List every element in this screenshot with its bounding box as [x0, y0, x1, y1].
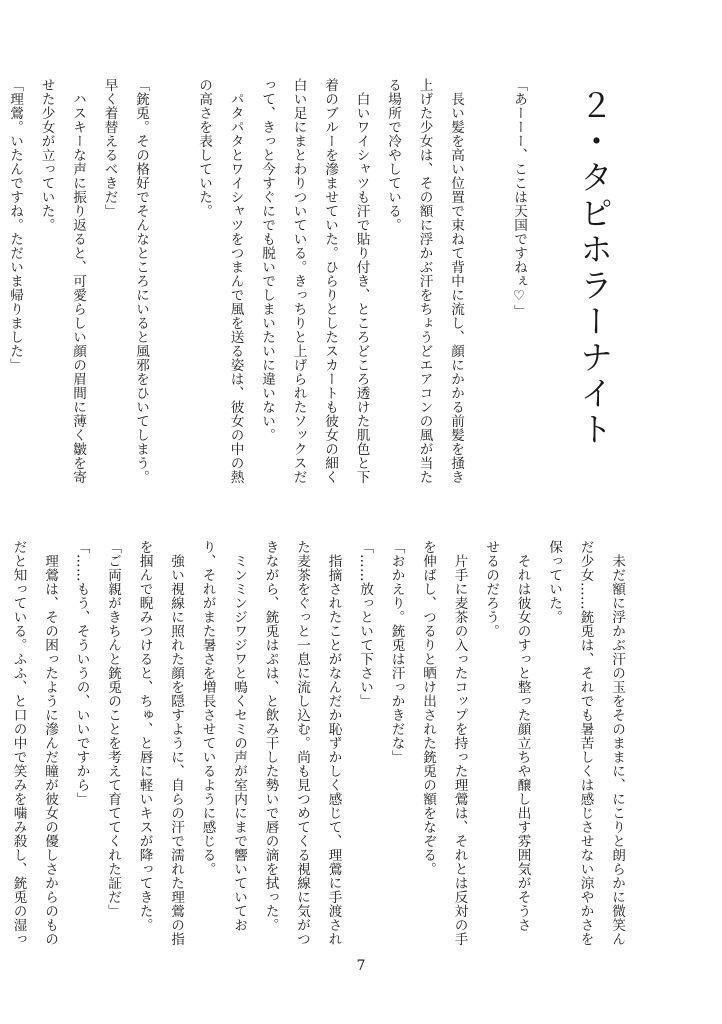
- title-spacer: [534, 78, 604, 498]
- text-line: 「理鶯。いたんですね。ただいま帰りました」: [7, 78, 23, 372]
- text-line: を掴んで睨みつけると、ちゅ、と唇に軽いキスが降ってきた。: [136, 540, 153, 932]
- text-line: 「銃兎。その格好でそんなところにいると風邪をひいてしまう。: [133, 78, 149, 484]
- top-text-block: [0, 78, 604, 498]
- text-line: 「あーーー、ここは天国ですねぇ♡」: [511, 78, 527, 319]
- text-line: せるのだろう。: [483, 540, 499, 638]
- text-line: 理鶯は、その困ったように滲んだ瞳が彼女の優しさからのもの: [42, 540, 58, 946]
- text-line: 指摘されたことがなんだか恥ずかしく感じて、理鶯に手渡され: [325, 540, 342, 946]
- text-line: きながら、銃兎はぷは、と飲み干した勢いで唇の滴を拭った。: [262, 540, 279, 932]
- text-line: 片手に麦茶の入ったコップを持った理鶯は、それとは反対の手: [451, 540, 468, 946]
- text-line: り、それがまた暑さを増長させているように感じる。: [199, 540, 216, 876]
- text-line: ハスキーな声に振り返ると、可愛らしい顔の眉間に薄く皺を寄: [70, 78, 86, 484]
- text-line: それは彼女のすっと整った顔立ちや醸し出す雰囲気がそうさ: [514, 540, 531, 932]
- text-line: 白い足にまとわりついている。きっちりと上げられたソックスだ: [290, 78, 307, 484]
- text-line: 早く着替えるべきだ」: [101, 78, 118, 218]
- text-line: 未だ額に浮かぶ汗の玉をそのままに、にこりと朗らかに微笑ん: [609, 540, 625, 946]
- text-line: ミンミンジワジワと鳴くセミの声が室内にまで響いていてお: [231, 540, 247, 932]
- text-line: 「……放っといて下さい」: [357, 540, 373, 708]
- text-line: 「……もう、そういうの、いいですから」: [73, 540, 90, 806]
- text-line: た麦茶をぐっと一息に流し込む。尚も見つめてくる視線に気がつ: [294, 540, 310, 946]
- text-line: 上げた少女は、その額に浮かぶ汗をちょうどエアコンの風が当た: [416, 78, 433, 484]
- page-number: 7: [356, 958, 366, 974]
- text-line: 強い視線に照れた顔を隠すように、自らの汗で濡れた理鶯の指: [168, 540, 184, 946]
- blank-line: [471, 78, 503, 498]
- text-line: 保っていた。: [546, 540, 562, 624]
- blank-line: [156, 78, 188, 498]
- text-line: る場所で冷やしている。: [385, 78, 401, 232]
- text-line: 白いワイシャツも汗で貼り付き、ところどころ透けた肌色と下: [353, 78, 370, 484]
- text-line: 長い髪を高い位置で束ねて背中に流し、顔にかかる前髪を掻き: [448, 78, 464, 484]
- chapter-title: ２・タピホラーナイト: [575, 88, 614, 448]
- text-line: 着のブルーを滲ませていた。ひらりとしたスカートも彼女の細く: [322, 78, 338, 484]
- text-line: 「ご両親がきちんと銃兎のことを考えて育ててくれた証だ」: [105, 540, 121, 918]
- text-line: だと知っている。ふふ、と口の中で笑みを噛み殺し、銃兎の湿っ: [10, 540, 27, 946]
- text-line: 「おかえり。銃兎は汗っかきだな」: [388, 540, 405, 764]
- text-line: を伸ばし、つるりと晒け出された銃兎の額をなぞる。: [420, 540, 436, 876]
- text-line: って、きっと今すぐにでも脱いでしまいたいに違いない。: [259, 78, 275, 442]
- bottom-text-block: [0, 540, 632, 946]
- text-line: パタパタとワイシャツをつまんで風を送る姿は、彼女の中の熱: [227, 78, 244, 484]
- text-line: せた少女が立っていた。: [38, 78, 55, 232]
- text-line: だ少女……銃兎は、それでも暑苦しくは感じさせない涼やかさを: [577, 540, 594, 946]
- text-line: の高さを表していた。: [196, 78, 212, 218]
